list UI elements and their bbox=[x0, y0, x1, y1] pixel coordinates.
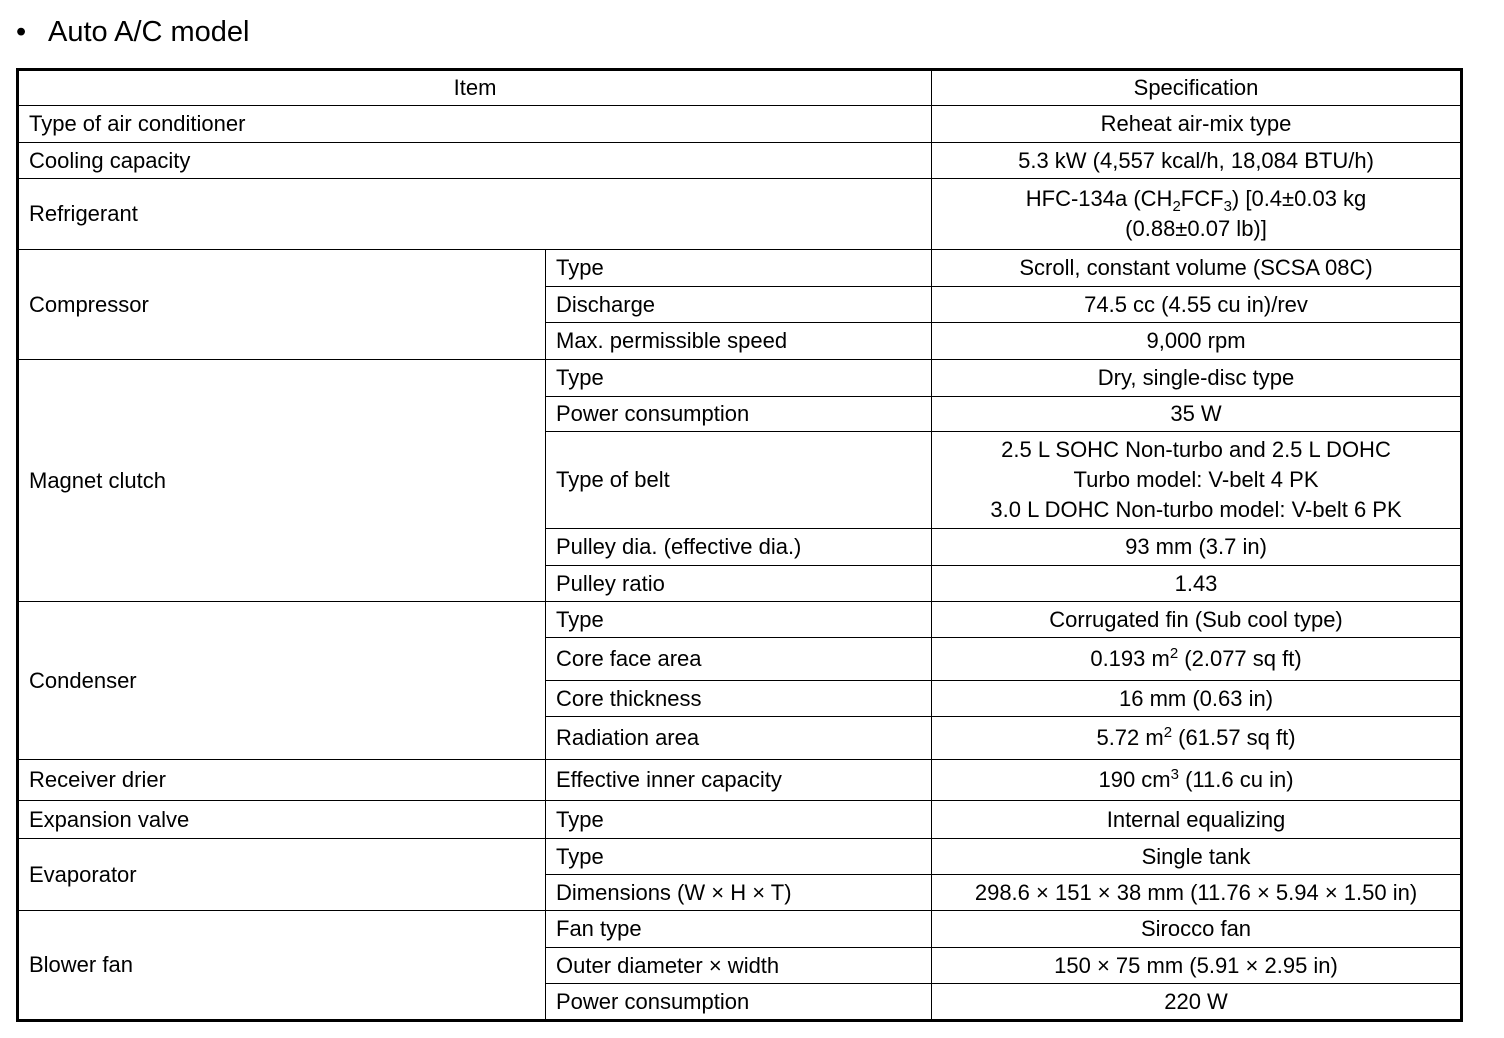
row-value: Scroll, constant volume (SCSA 08C) bbox=[932, 250, 1462, 287]
group-label: Compressor bbox=[18, 250, 546, 360]
group-label: Expansion valve bbox=[18, 801, 546, 839]
row-label: Cooling capacity bbox=[18, 143, 932, 179]
row-sublabel: Power consumption bbox=[546, 984, 932, 1021]
group-label: Evaporator bbox=[18, 839, 546, 911]
row-sublabel: Core thickness bbox=[546, 681, 932, 717]
spec-table bbox=[16, 68, 1463, 1022]
row-sublabel: Type of belt bbox=[546, 432, 932, 529]
row-sublabel: Core face area bbox=[546, 638, 932, 681]
row-value: 220 W bbox=[932, 984, 1462, 1021]
row-value: 9,000 rpm bbox=[932, 323, 1462, 360]
row-value: Internal equalizing bbox=[932, 801, 1462, 839]
row-sublabel: Type bbox=[546, 602, 932, 638]
row-sublabel: Type bbox=[546, 360, 932, 397]
row-value: 35 W bbox=[932, 397, 1462, 432]
row-value: 5.72 $m^2$ (61.57 sq ft) bbox=[932, 717, 1462, 760]
header-spec: Specification bbox=[932, 70, 1462, 106]
row-sublabel: Type bbox=[546, 250, 932, 287]
row-value: 190 $cm^3$ (11.6 cu in) bbox=[932, 760, 1462, 801]
table-row bbox=[18, 760, 1462, 801]
row-sublabel: Effective inner capacity bbox=[546, 760, 932, 801]
row-value: 150 × 75 mm (5.91 × 2.95 in) bbox=[932, 948, 1462, 984]
header-item: Item bbox=[18, 70, 932, 106]
row-sublabel: Dimensions (W × H × T) bbox=[546, 875, 932, 911]
row-value: 0.193 $m^2$ (2.077 sq ft) bbox=[932, 638, 1462, 681]
table-row bbox=[18, 839, 1462, 875]
row-value: 1.43 bbox=[932, 566, 1462, 602]
row-value: 2.5 L SOHC Non-turbo and 2.5 L DOHC Turbo model: V-belt 4 PK 3.0 L DOHC Non-turbo model: V-belt 6 PK bbox=[932, 432, 1462, 529]
group-label: Magnet clutch bbox=[18, 360, 546, 602]
row-sublabel: Pulley ratio bbox=[546, 566, 932, 602]
table-row bbox=[18, 179, 1462, 250]
table-row bbox=[18, 602, 1462, 638]
row-sublabel: Pulley dia. (effective dia.) bbox=[546, 529, 932, 566]
row-sublabel: Discharge bbox=[546, 287, 932, 323]
row-value: Reheat air-mix type bbox=[932, 106, 1462, 143]
row-value: Dry, single-disc type bbox=[932, 360, 1462, 397]
group-label: Receiver drier bbox=[18, 760, 546, 801]
row-sublabel: Max. permissible speed bbox=[546, 323, 932, 360]
table-row bbox=[18, 801, 1462, 839]
row-sublabel: Type bbox=[546, 839, 932, 875]
table-row bbox=[18, 143, 1462, 179]
row-value: Sirocco fan bbox=[932, 911, 1462, 948]
row-label: Type of air conditioner bbox=[18, 106, 932, 143]
row-value: HFC-134a $(CH_2FCF_3)$ [0.4±0.03 kg (0.88±0.07 lb)] bbox=[932, 179, 1462, 250]
row-sublabel: Outer diameter × width bbox=[546, 948, 932, 984]
row-sublabel: Power consumption bbox=[546, 397, 932, 432]
table-header-row bbox=[18, 70, 1462, 106]
row-sublabel: Type bbox=[546, 801, 932, 839]
row-sublabel: Radiation area bbox=[546, 717, 932, 760]
row-value: Corrugated fin (Sub cool type) bbox=[932, 602, 1462, 638]
section-heading bbox=[16, 14, 250, 50]
row-value: 16 mm (0.63 in) bbox=[932, 681, 1462, 717]
row-label: Refrigerant bbox=[18, 179, 932, 250]
section-title: Auto A/C model bbox=[48, 16, 250, 48]
table-row bbox=[18, 106, 1462, 143]
row-sublabel: Fan type bbox=[546, 911, 932, 948]
group-label: Blower fan bbox=[18, 911, 546, 1021]
row-value: Single tank bbox=[932, 839, 1462, 875]
table-row bbox=[18, 911, 1462, 948]
table-row bbox=[18, 360, 1462, 397]
row-value: 74.5 cc (4.55 cu in)/rev bbox=[932, 287, 1462, 323]
table-row bbox=[18, 250, 1462, 287]
bullet: • bbox=[16, 16, 27, 48]
row-value: 298.6 × 151 × 38 mm (11.76 × 5.94 × 1.50 in) bbox=[932, 875, 1462, 911]
group-label: Condenser bbox=[18, 602, 546, 760]
row-value: 93 mm (3.7 in) bbox=[932, 529, 1462, 566]
row-value: 5.3 kW (4,557 kcal/h, 18,084 BTU/h) bbox=[932, 143, 1462, 179]
